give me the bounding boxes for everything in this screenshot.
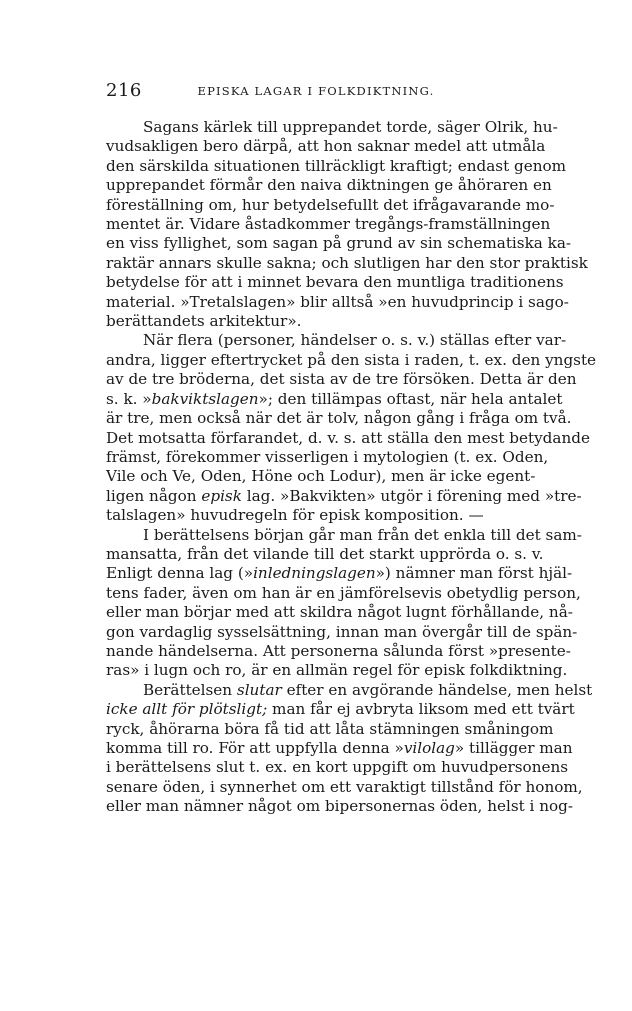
text-line bbox=[106, 234, 572, 253]
text-segment: andra, ligger eftertrycket på den sista i raden, t. ex. den yngste bbox=[106, 350, 597, 369]
text-line bbox=[106, 447, 549, 467]
text-line bbox=[106, 719, 554, 739]
text-line bbox=[106, 389, 563, 409]
running-head: EPISKA LAGAR I FOLKDIKTNING. bbox=[197, 84, 435, 98]
text-segment: efter en avgörande händelse, men helst bbox=[281, 680, 593, 699]
text-line bbox=[106, 156, 567, 176]
italic-term: bakviktslagen bbox=[151, 389, 259, 408]
body-text bbox=[106, 118, 597, 817]
text-line bbox=[106, 215, 551, 234]
text-segment: »; den tillämpas oftast, när hela antalet bbox=[258, 389, 563, 408]
text-segment: s. k. » bbox=[106, 389, 152, 408]
text-line bbox=[106, 428, 590, 448]
text-segment: » tillägger man bbox=[454, 739, 573, 757]
text-line bbox=[106, 350, 597, 370]
text-segment: av de tre bröderna, det sista av de tre försöken. Detta är den bbox=[106, 370, 577, 389]
text-line bbox=[106, 292, 569, 312]
text-line bbox=[106, 486, 582, 506]
text-line bbox=[106, 467, 536, 486]
text-segment: man får ej avbryta liksom med ett tvärt bbox=[267, 700, 575, 719]
italic-term: episk bbox=[201, 486, 242, 505]
text-segment: främst, förekommer visserligen i mytologien (t. ex. Oden, bbox=[106, 447, 549, 466]
text-line bbox=[106, 777, 583, 797]
text-segment: Berättelsen bbox=[143, 680, 237, 699]
text-segment: gon vardaglig sysselsättning, innan man övergår till de spän- bbox=[106, 622, 578, 641]
text-line bbox=[106, 312, 520, 331]
page-header bbox=[106, 80, 502, 106]
text-line bbox=[106, 680, 593, 700]
text-line bbox=[106, 273, 564, 292]
text-segment: Det motsatta förfarandet, d. v. s. att ställa den mest betydande bbox=[106, 428, 590, 447]
text-line bbox=[106, 564, 573, 583]
text-segment: ») nämner man först hjäl- bbox=[375, 564, 573, 583]
text-line bbox=[106, 137, 546, 156]
text-line bbox=[106, 176, 552, 195]
text-line bbox=[106, 758, 569, 777]
text-segment: I berättelsens början går man från det enkla till det sam- bbox=[143, 525, 582, 544]
text-segment: är tre, men också när det är tolv, någon gång i fråga om två. bbox=[106, 409, 572, 428]
italic-term: icke allt för plötsligt; bbox=[106, 700, 268, 719]
text-segment: komma till ro. För att uppfylla denna » bbox=[106, 739, 404, 757]
text-segment: den särskilda situationen tillräckligt kraftigt; endast genom bbox=[106, 156, 567, 175]
text-segment: ras» i lugn och ro, är en allmän regel för episk folkdiktning. bbox=[106, 661, 568, 680]
italic-term: inledningslagen bbox=[253, 564, 376, 583]
italic-term: vilolag bbox=[403, 739, 455, 757]
text-line bbox=[106, 195, 555, 215]
text-segment: raktär annars skulle sakna; och slutligen har den stor praktisk bbox=[106, 253, 588, 272]
text-segment: material. »Tretalslagen» blir alltså »en huvudprincip i sago- bbox=[106, 292, 569, 311]
text-line bbox=[106, 370, 577, 389]
text-segment: Enligt denna lag (» bbox=[106, 564, 254, 583]
text-segment: mentet är. Vidare åstadkommer tregångs-framställningen bbox=[106, 215, 551, 234]
text-line bbox=[106, 739, 573, 758]
text-line bbox=[106, 622, 578, 642]
text-line bbox=[106, 583, 581, 603]
text-segment: berättandets arkitektur». bbox=[106, 312, 302, 331]
text-segment: Vile och Ve, Oden, Höne och Lodur), men är icke egent- bbox=[106, 467, 536, 486]
page-number: 216 bbox=[106, 80, 142, 101]
text-segment: ryck, åhörarna böra få tid att låta stämningen småningom bbox=[106, 719, 554, 738]
text-segment: i berättelsens slut t. ex. en kort uppgift om huvudpersonens bbox=[106, 758, 569, 777]
text-line bbox=[106, 506, 520, 525]
text-segment: betydelse för att i minnet bevara den muntliga traditionens bbox=[106, 273, 564, 292]
text-segment: mansatta, från det vilande till det starkt upprörda o. s. v. bbox=[106, 544, 544, 563]
text-line bbox=[106, 525, 582, 545]
text-line bbox=[106, 331, 567, 350]
text-line bbox=[106, 253, 588, 273]
text-segment: vudsakligen bero därpå, att hon saknar medel att utmåla bbox=[106, 137, 546, 156]
text-segment: eller man börjar med att skildra något lugnt förhållande, nå- bbox=[106, 603, 573, 622]
text-line bbox=[106, 603, 573, 622]
text-segment: upprepandet förmår den naiva diktningen ge åhöraren en bbox=[106, 176, 552, 195]
text-segment: en viss fyllighet, som sagan på grund av sin schematiska ka- bbox=[106, 234, 572, 253]
text-line bbox=[106, 409, 572, 428]
text-line bbox=[106, 544, 544, 564]
text-segment: nande händelserna. Att personerna sålunda först »presente- bbox=[106, 641, 571, 660]
text-segment: ligen någon bbox=[106, 486, 202, 505]
text-segment: När flera (personer, händelser o. s. v.) ställas efter var- bbox=[143, 331, 567, 350]
text-segment: talslagen» huvudregeln för episk komposition. — bbox=[106, 506, 484, 525]
text-segment: eller man nämner något om bipersonernas öden, helst i nog- bbox=[106, 797, 574, 816]
italic-term: slutar bbox=[236, 680, 282, 699]
text-line bbox=[106, 700, 575, 719]
text-segment: föreställning om, hur betydelsefullt det ifrågavarande mo- bbox=[106, 195, 555, 214]
text-line bbox=[106, 118, 558, 137]
text-segment: tens fader, även om han är en jämförelsevis obetydlig person, bbox=[106, 583, 581, 602]
text-line bbox=[106, 641, 571, 661]
text-segment: senare öden, i synnerhet om ett varaktigt tillstånd för honom, bbox=[106, 777, 583, 796]
text-line bbox=[106, 797, 574, 816]
text-segment: Sagans kärlek till upprepandet torde, säger Olrik, hu- bbox=[143, 118, 558, 136]
text-segment: lag. »Bakvikten» utgör i förening med »tre- bbox=[241, 486, 582, 505]
text-line bbox=[106, 661, 568, 680]
